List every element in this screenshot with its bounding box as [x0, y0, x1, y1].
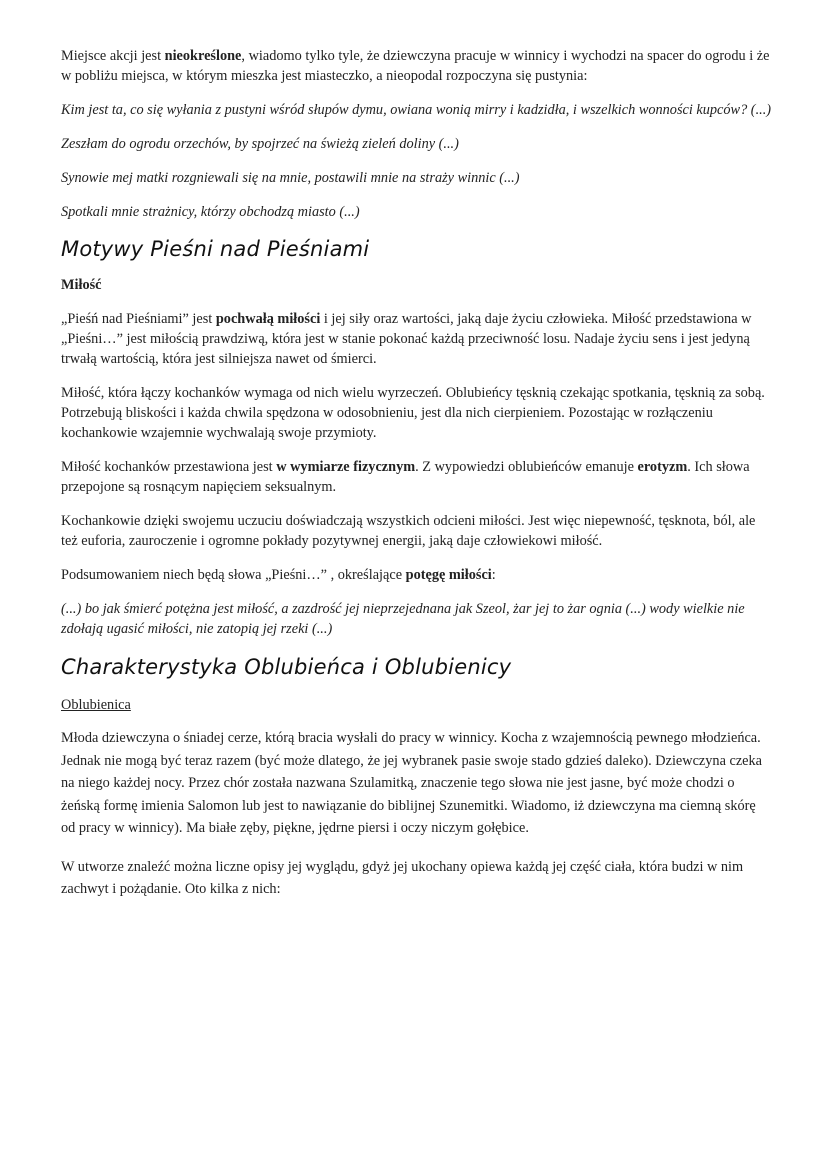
bold-phrase: erotyzm	[637, 459, 688, 475]
bold-phrase: potęgę miłości	[405, 567, 492, 583]
document-page	[61, 46, 773, 901]
bold-phrase: pochwałą miłości	[215, 311, 321, 327]
charakterystyka-paragraph-1: Młoda dziewczyna o śniadej cerze, którą bracia wysłali do pracy w winnicy. Kocha z wzajemnością pewnego młodzieńca. Jednak nie mogą być teraz razem (być może dlatego, że jej wybranek pasie swoje stado gdzieś daleko). Dziewczyna czeka na niego każdej nocy. Przez chór została nazwana Szulamitką, znaczenie tego słowa nie jest jasne, być może chodzi o żeńską formę imienia Salomon lub jest to nawiązanie do biblijnej Szunemitki. Wiadomo, iż dziewczyna ma ciemną skórę od pracy w winnicy). Ma białe zęby, piękne, jędrne piersi i oczy niczym gołębice.	[61, 730, 763, 836]
motywy-paragraph-2: Miłość, która łączy kochanków wymaga od nich wielu wyrzeczeń. Oblubieńcy tęsknią czekając spotkania, tęsknią za sobą. Potrzebują bliskości i każda chwila spędzona w odosobnieniu, jest dla nich cierpieniem. Pozostając w rozłączeniu kochankowie wzajemnie wychwalają swoje przymioty.	[61, 385, 765, 441]
text-run: , wiadomo tylko tyle, że dziewczyna pracuje w winnicy i wychodzi na spacer do ogrodu i że w pobliżu miejsca, w którym mieszka jest miasteczko, a nieopodal rozpoczyna się pustynia:	[61, 48, 770, 84]
subheading-milosc: Miłość	[61, 277, 102, 293]
motywy-paragraph-3	[61, 457, 773, 497]
bold-phrase: w wymiarze fizycznym	[276, 459, 416, 475]
text-run: . Z wypowiedzi oblubieńców emanuje	[415, 459, 638, 475]
motywy-paragraph-5	[61, 565, 773, 585]
quote-garden: Zeszłam do ogrodu orzechów, by spojrzeć na świeżą zieleń doliny (...)	[61, 136, 459, 152]
bold-phrase: nieokreślone	[164, 48, 242, 64]
intro-paragraph	[61, 46, 773, 86]
text-run: . Ich słowa przepojone są rosnącym napięciem seksualnym.	[61, 459, 750, 495]
heading-motywy: Motywy Pieśni nad Pieśniami	[61, 237, 370, 261]
text-run: :	[491, 567, 496, 583]
text-run: i jej siły oraz wartości, jaką daje życiu człowieka. Miłość przedstawiona w „Pieśni…” jest miłością prawdziwą, która jest w stanie pokonać każdą przeciwność losu. Nadaje życiu sens i jest jedyną trwałą wartością, która jest silniejsza nawet od śmierci.	[61, 311, 752, 367]
quote-love-death: (...) bo jak śmierć potężna jest miłość, a zazdrość jej nieprzejednana jak Szeol, żar jej to żar ognia (...) wody wielkie nie zdołają ugasić miłości, nie zatopią jej rzeki (...)	[61, 601, 745, 637]
motywy-paragraph-1	[61, 309, 773, 369]
quote-desert: Kim jest ta, co się wyłania z pustyni wśród słupów dymu, owiana wonią mirry i kadzidła, i wszelkich wonności kupców? (...)	[61, 102, 772, 118]
text-run: Miejsce akcji jest	[61, 48, 165, 64]
text-run: Podsumowaniem niech będą słowa „Pieśni…” , określające	[61, 567, 406, 583]
text-run: „Pieśń nad Pieśniami” jest	[61, 311, 216, 327]
quote-vineyards: Synowie mej matki rozgniewali się na mnie, postawili mnie na straży winnic (...)	[61, 170, 520, 186]
quote-guards: Spotkali mnie strażnicy, którzy obchodzą miasto (...)	[61, 204, 360, 220]
heading-charakterystyka: Charakterystyka Oblubieńca i Oblubienicy	[61, 655, 512, 679]
text-run: Miłość kochanków przestawiona jest	[61, 459, 277, 475]
subheading-oblubienica: Oblubienica	[61, 697, 131, 713]
charakterystyka-paragraph-2: W utworze znaleźć można liczne opisy jej wyglądu, gdyż jej ukochany opiewa każdą jej część ciała, która budzi w nim zachwyt i pożądanie. Oto kilka z nich:	[61, 858, 744, 897]
motywy-paragraph-4: Kochankowie dzięki swojemu uczuciu doświadczają wszystkich odcieni miłości. Jest więc niepewność, tęsknota, ból, ale też euforia, zauroczenie i ogromne pokłady pozytywnej energii, jaką daje człowiekowi miłość.	[61, 513, 756, 549]
